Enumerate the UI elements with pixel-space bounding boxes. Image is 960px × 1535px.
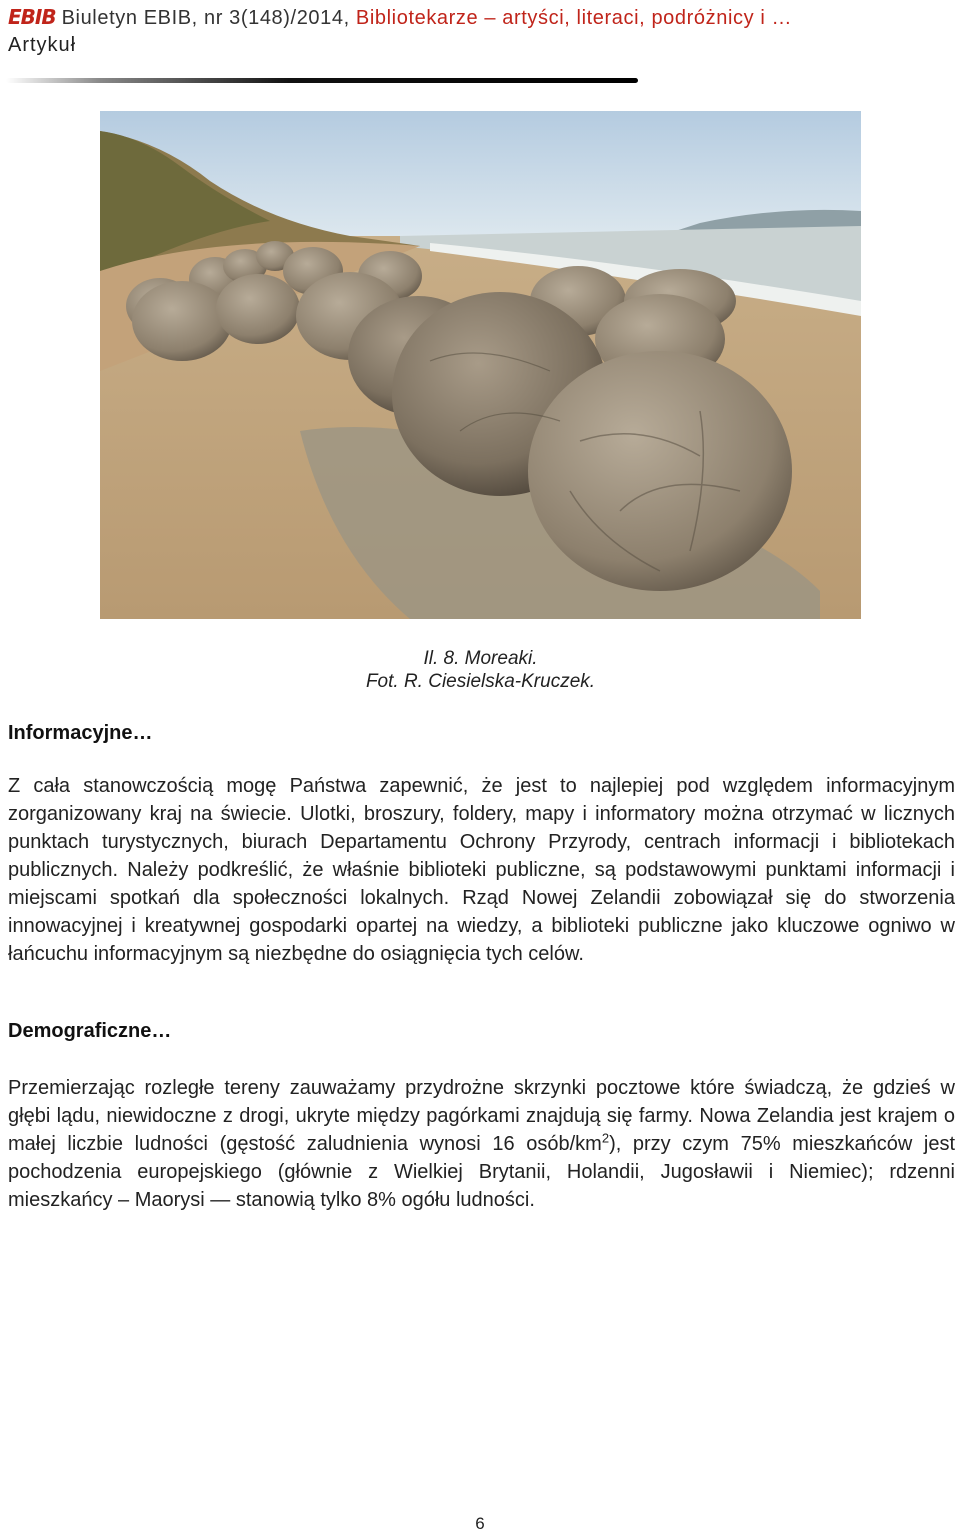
superscript-squared: 2 (601, 1130, 610, 1146)
paragraph-demograficzne-part-b: ), przy czym 75% mieszkańców jest pochodzenia europejskiego (głównie z Wielkiej Brytanii, Holandii, Jugosławii i Niemiec); rdzenni mieszkańcy – Maorysi — stanowią tylko 8% ogółu ludności. (8, 1133, 956, 1211)
section-heading-demograficzne: Demograficzne… (8, 1020, 172, 1042)
photo-caption-title: Il. 8. Moreaki. (423, 648, 538, 669)
page-header (8, 4, 948, 59)
paragraph-demograficzne-part-a: Przemierzając rozległe tereny zauważamy przydrożne skrzynki pocztowe które świadczą, że gdzieś w głębi lądu, niewidoczne z drogi, ukryte między pagórkami znajdują się farmy. Nowa Zelandia jest krajem o małej liczbie ludności (gęstość zaludnienia wynosi 16 osób/km (8, 1077, 955, 1155)
page-number: 6 (475, 1514, 485, 1533)
header-title-line (8, 4, 948, 31)
paragraph-informacyjne: Z cała stanowczością mogę Państwa zapewnić, że jest to najlepiej pod względem informacyjnym zorganizowany kraj na świecie. Ulotki, broszury, foldery, mapy i informatory można otrzymać w licznych punktach turystycznych, biurach Departamentu Ochrony Przyrody, centrach informacji i bibliotekach publicznych. Należy podkreślić, że właśnie biblioteki publiczne, są podstawowymi punktami informacji i miejscami spotkań dla społeczności lokalnych. Rząd Nowej Zelandii zobowiązał się do stworzenia innowacyjnej i kreatywnej gospodarki opartej na wiedzy, a biblioteki publiczne jako kluczowe ogniwo w łańcuchu informacyjnym są niezbędne do osiągnięcia tych celów. (8, 775, 955, 965)
issue-title: Bibliotekarze – artyści, literaci, podróżnicy i … (355, 7, 793, 29)
section-heading-informacyjne: Informacyjne… (8, 722, 153, 744)
paragraph-demograficzne (8, 1074, 955, 1214)
moeraki-boulders-photo (100, 111, 861, 619)
ebib-logo: EBIB (8, 5, 56, 29)
section-label: Artykuł (8, 34, 77, 56)
photo-caption-credit: Fot. R. Ciesielska-Kruczek. (365, 671, 596, 692)
publication-title: Biuletyn EBIB, nr 3(148)/2014, (61, 7, 350, 29)
header-rule (6, 78, 638, 83)
